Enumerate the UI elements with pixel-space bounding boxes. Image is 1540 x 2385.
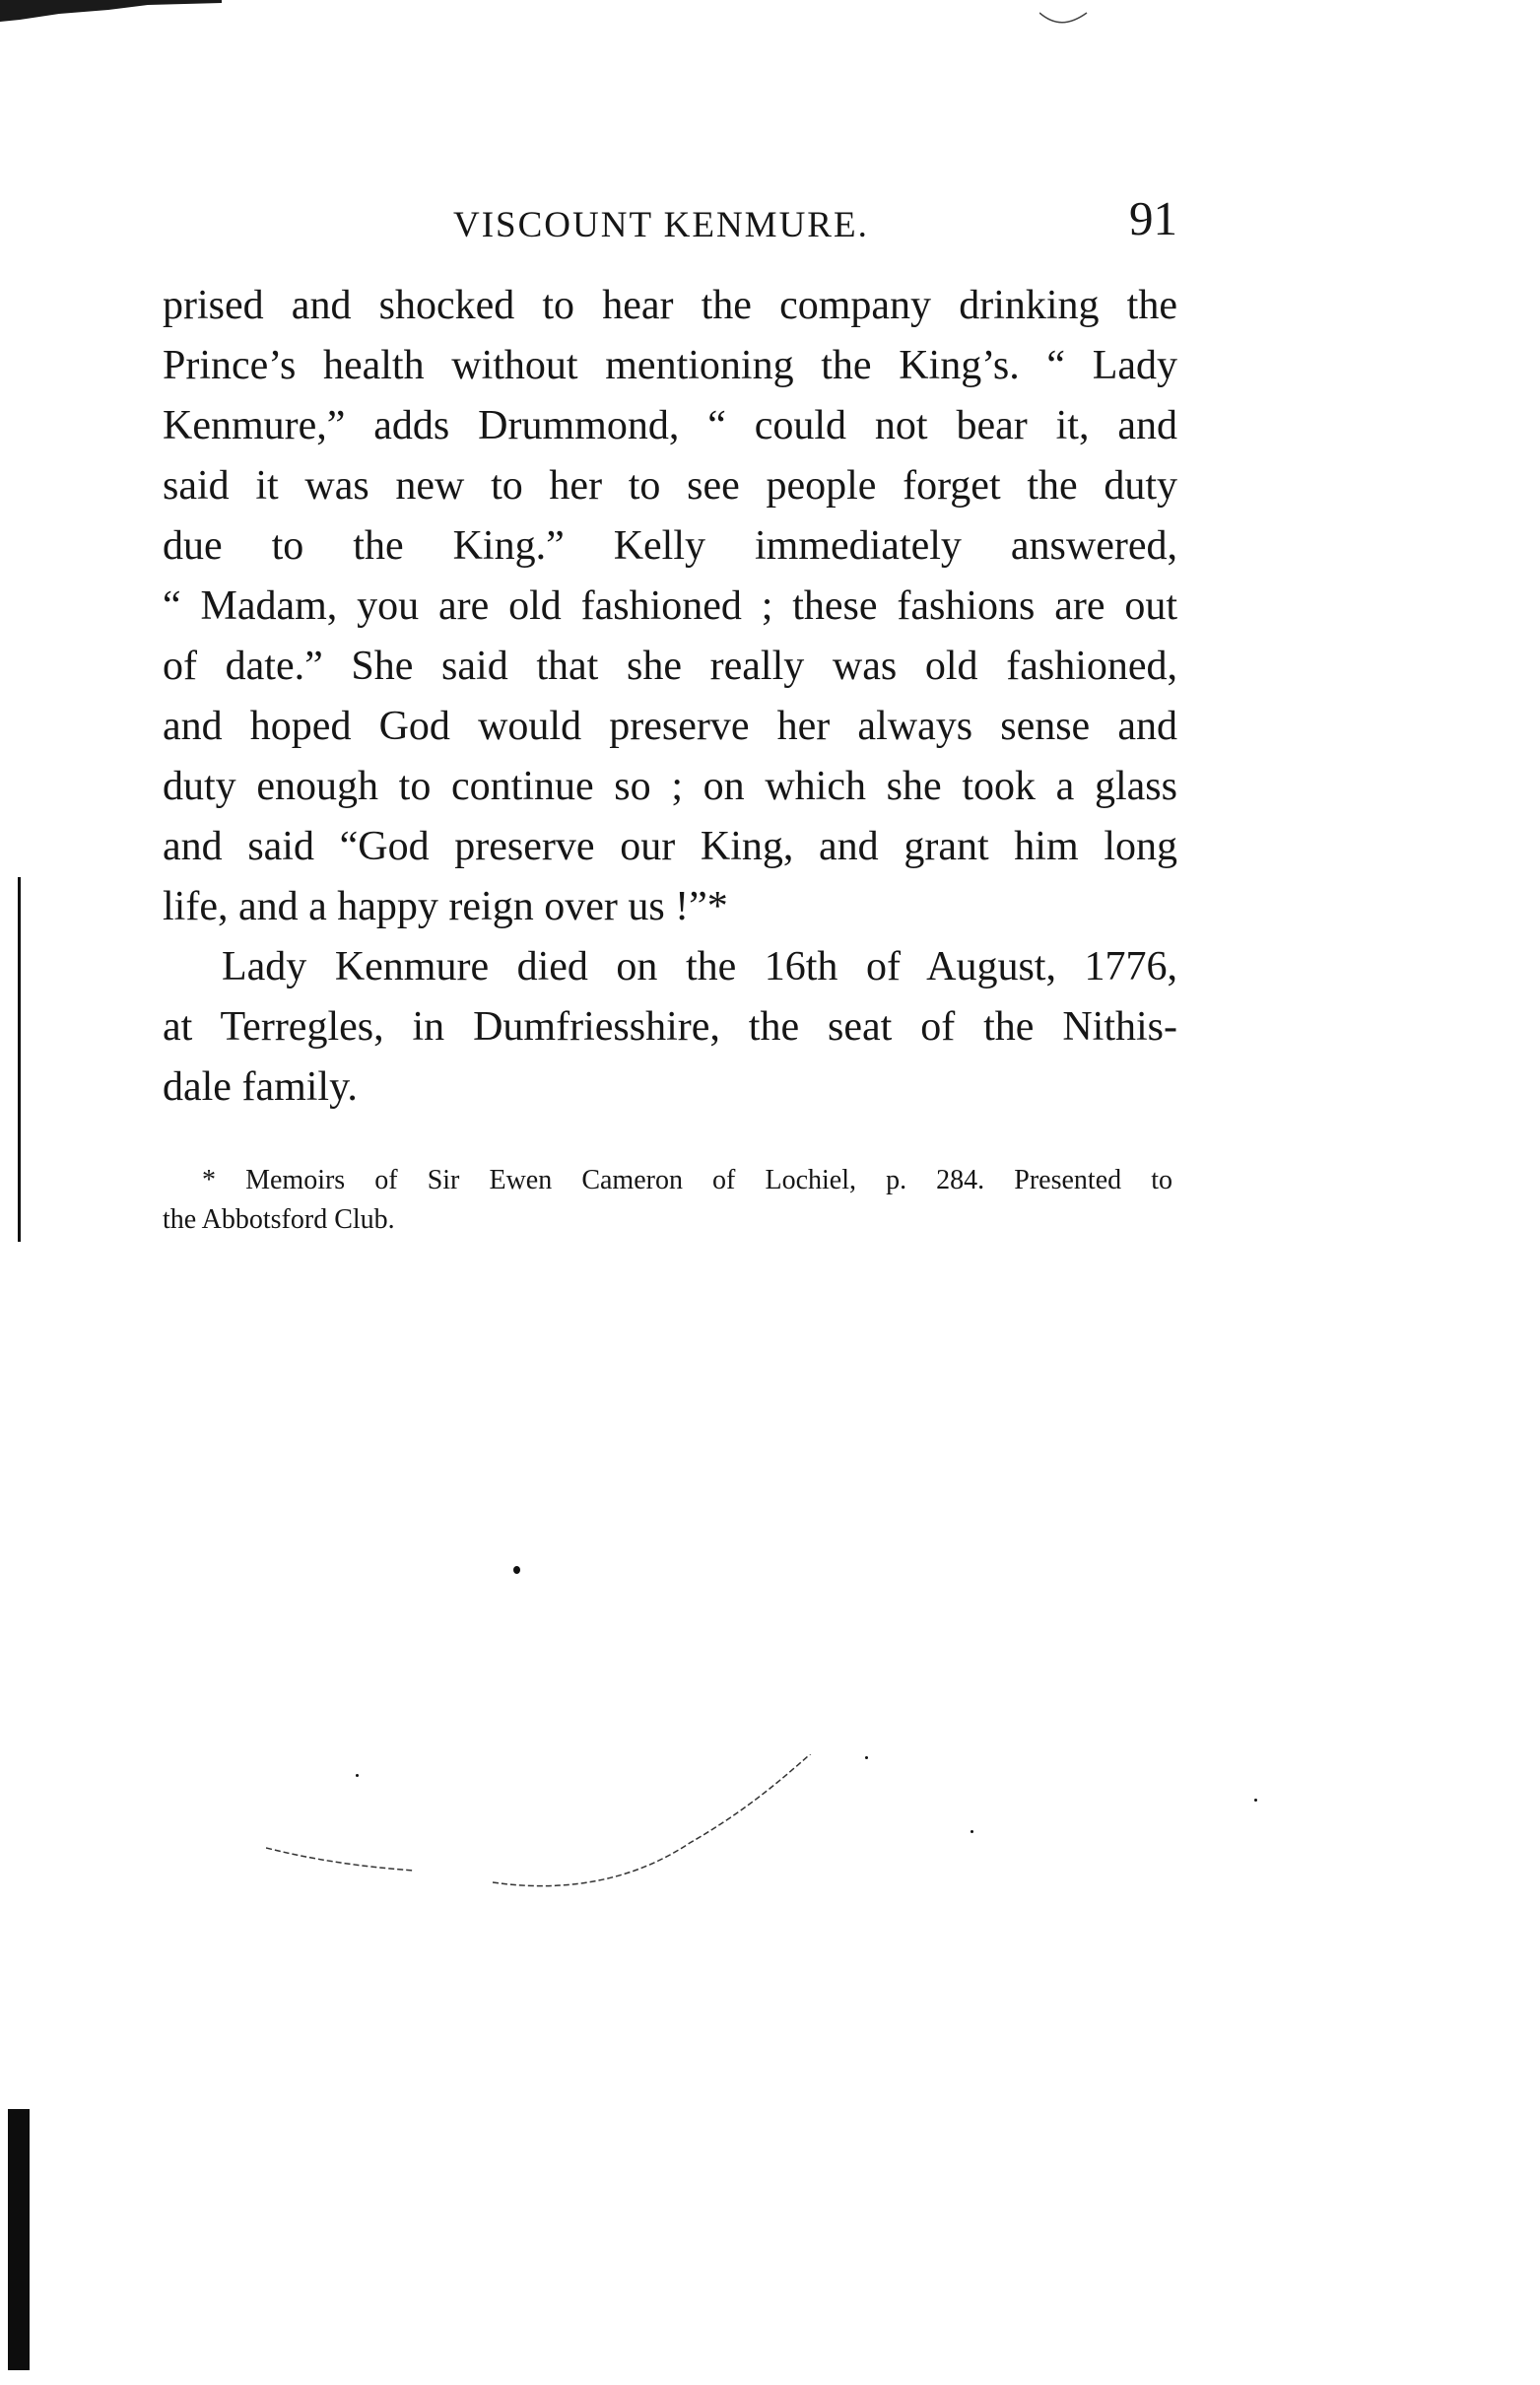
text-line: Prince’s health without mentioning the King’s. “ Lady <box>163 343 1177 388</box>
scan-speck <box>865 1756 868 1759</box>
scan-pencil-mark <box>266 1754 857 2010</box>
text-line: “ Madam, you are old fashioned ; these fashions are out <box>163 583 1177 629</box>
text-line: prised and shocked to hear the company drinking the <box>163 283 1177 328</box>
scan-edge-mark <box>0 0 222 22</box>
running-title: VISCOUNT KENMURE. <box>453 205 869 245</box>
text-line: said it was new to her to see people forget the duty <box>163 463 1177 509</box>
scan-edge-tick <box>1039 8 1089 28</box>
footnote-line: the Abbotsford Club. <box>163 1204 395 1235</box>
text-line: dale family. <box>163 1064 358 1110</box>
text-line: Kenmure,” adds Drummond, “ could not bear it, and <box>163 403 1177 448</box>
scan-edge-shadow <box>8 2109 30 2370</box>
scan-speck <box>971 1830 973 1833</box>
scan-edge-line <box>18 877 21 1242</box>
footnote <box>163 1161 1172 1240</box>
text-line: Lady Kenmure died on the 16th of August, 1776, <box>222 944 1177 989</box>
body-text <box>163 276 1177 1118</box>
scan-speck <box>513 1566 520 1574</box>
running-head <box>163 190 1177 259</box>
text-line: due to the King.” Kelly immediately answered, <box>163 523 1177 569</box>
text-line: of date.” She said that she really was old fashioned, <box>163 644 1177 689</box>
scan-speck <box>1254 1799 1257 1802</box>
text-line: and said “God preserve our King, and grant him long <box>163 824 1177 869</box>
footnote-line: * Memoirs of Sir Ewen Cameron of Lochiel, p. 284. Presented to <box>202 1165 1172 1195</box>
text-line: at Terregles, in Dumfriesshire, the seat of the Nithis- <box>163 1004 1177 1050</box>
text-line: and hoped God would preserve her always sense and <box>163 704 1177 749</box>
text-line: duty enough to continue so ; on which she took a glass <box>163 764 1177 809</box>
text-line: life, and a happy reign over us !”* <box>163 884 728 929</box>
page-number: 91 <box>1129 191 1177 245</box>
scan-speck <box>356 1774 359 1777</box>
